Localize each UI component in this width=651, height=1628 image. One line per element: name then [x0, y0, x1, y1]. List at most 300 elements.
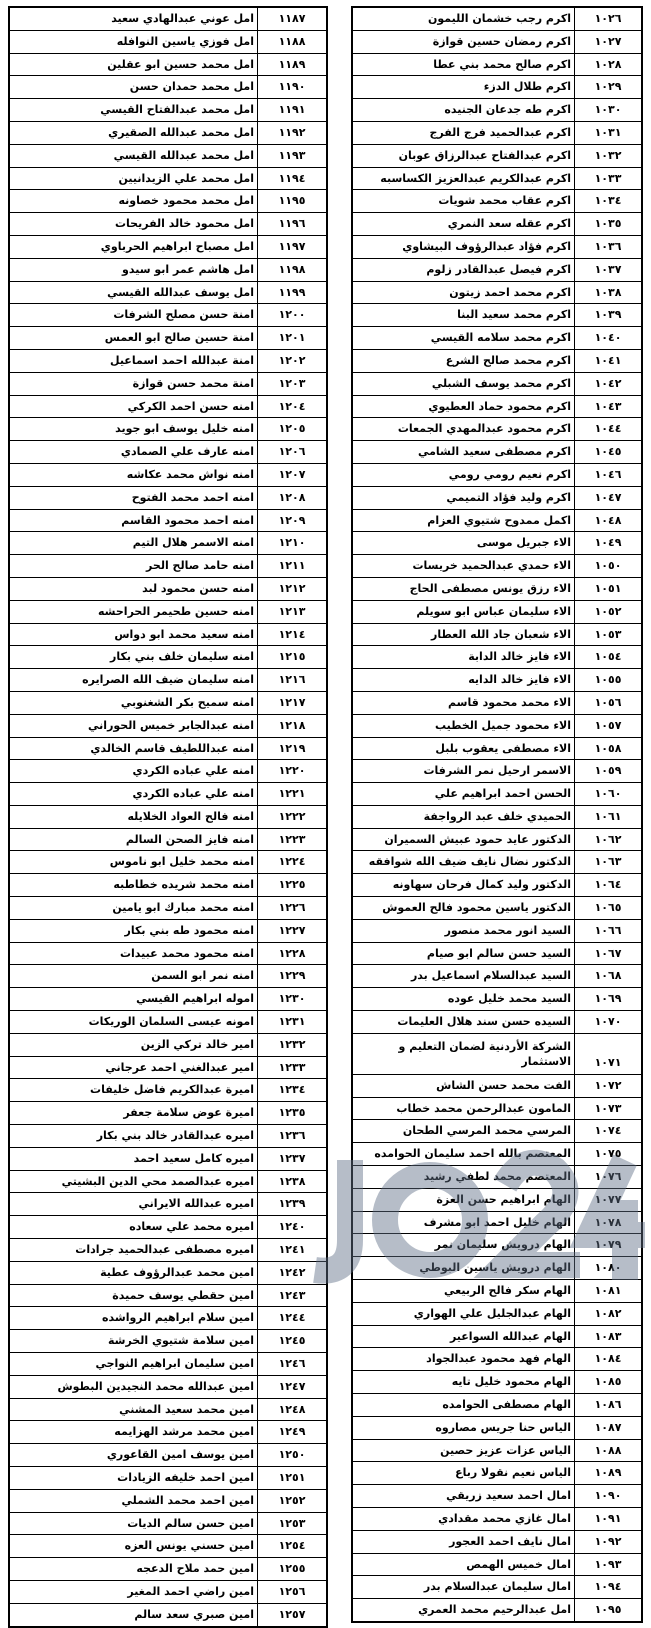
number-cell: ١٢١٦ — [258, 669, 328, 692]
right-row — [352, 1011, 642, 1034]
right-row — [352, 327, 642, 350]
name-cell: السيد عبدالسلام اسماعيل بدر — [352, 965, 575, 988]
name-cell: امين عبدالله محمد النجيدين البطوش — [9, 1375, 258, 1398]
name-cell: اميرة عوض سلامة جعفر — [9, 1102, 258, 1125]
left-row — [9, 1147, 327, 1170]
name-cell: السيد انور محمد منصور — [352, 919, 575, 942]
name-cell: امنه نمر ابو السمن — [9, 965, 258, 988]
name-cell: امل محمد علي الزيدانيين — [9, 167, 258, 190]
name-cell: اميره عبدالصمد محي الدين البشيتي — [9, 1170, 258, 1193]
number-cell: ١٢١١ — [258, 555, 328, 578]
right-row — [352, 304, 642, 327]
names-table-left — [8, 6, 328, 1628]
right-row — [352, 167, 642, 190]
left-row — [9, 805, 327, 828]
number-cell: ١٠٣١ — [575, 121, 643, 144]
name-cell: اكرم محمود عبدالمهدي الجمعات — [352, 418, 575, 441]
number-cell: ١٢٢٦ — [258, 897, 328, 920]
right-row — [352, 851, 642, 874]
right-row — [352, 30, 642, 53]
number-cell: ١٢٥٢ — [258, 1489, 328, 1512]
name-cell: اميره عبدالله الايراني — [9, 1193, 258, 1216]
right-row — [352, 1302, 642, 1325]
right-row — [352, 1416, 642, 1439]
number-cell: ١٢٢٤ — [258, 851, 328, 874]
name-cell: امنه نواش محمد عكاشه — [9, 463, 258, 486]
right-row — [352, 372, 642, 395]
right-row — [352, 258, 642, 281]
left-row — [9, 235, 327, 258]
number-cell: ١٠٧٣ — [575, 1097, 643, 1120]
name-cell: امين احمد محمد الشملي — [9, 1489, 258, 1512]
name-cell: الاء شعبان جاد الله العطار — [352, 623, 575, 646]
name-cell: الحميدي خلف عبد الرواجفة — [352, 805, 575, 828]
number-cell: ١٢٢١ — [258, 783, 328, 806]
name-cell: امل محمد محمود خصاونه — [9, 190, 258, 213]
name-cell: الهام سكر فالح الربيعي — [352, 1280, 575, 1303]
number-cell: ١١٩٥ — [258, 190, 328, 213]
left-row — [9, 965, 327, 988]
name-cell: اميره عبدالقادر خالد بني بكار — [9, 1125, 258, 1148]
number-cell: ١٢٢٥ — [258, 874, 328, 897]
name-cell: الحسن احمد ابراهيم علي — [352, 783, 575, 806]
number-cell: ١٢٢٧ — [258, 919, 328, 942]
number-cell: ١٢٠٠ — [258, 304, 328, 327]
number-cell: ١٠٢٦ — [575, 7, 643, 30]
name-cell: اكرم نعيم رومي رومي — [352, 463, 575, 486]
left-row — [9, 737, 327, 760]
left-row — [9, 1353, 327, 1376]
number-cell: ١٠٨٧ — [575, 1416, 643, 1439]
number-cell: ١٠٧٦ — [575, 1166, 643, 1189]
name-cell: الدكتور نضال نايف ضيف الله شوافقه — [352, 851, 575, 874]
number-cell: ١٠٧٠ — [575, 1011, 643, 1034]
name-cell: الياس عزات عزيز حصين — [352, 1439, 575, 1462]
number-cell: ١١٩٢ — [258, 121, 328, 144]
name-cell: امنه حسن احمد الكركي — [9, 395, 258, 418]
name-cell: امنه علي عباده الكردي — [9, 783, 258, 806]
name-cell: امل فوزي ياسين النوافله — [9, 30, 258, 53]
name-cell: اكرم صالح محمد بني عطا — [352, 53, 575, 76]
name-cell: امنه حسين طحيمر الحراحشه — [9, 600, 258, 623]
name-cell: الهام درويش ياسين البوطي — [352, 1257, 575, 1280]
right-row — [352, 919, 642, 942]
name-cell: امير خالد تركي الزين — [9, 1033, 258, 1056]
number-cell: ١٠٤٤ — [575, 418, 643, 441]
name-cell: الياس نعيم نقولا رباع — [352, 1462, 575, 1485]
right-row — [352, 1508, 642, 1531]
left-row — [9, 486, 327, 509]
name-cell: امين صبري سعد سالم — [9, 1603, 258, 1626]
number-cell: ١٢٥٦ — [258, 1580, 328, 1603]
number-cell: ١٢٤٦ — [258, 1353, 328, 1376]
name-cell: السيده حسن سند هلال العليمات — [352, 1011, 575, 1034]
right-row — [352, 441, 642, 464]
number-cell: ١٠٩١ — [575, 1508, 643, 1531]
right-row — [352, 281, 642, 304]
number-cell: ١٠٥٨ — [575, 737, 643, 760]
name-cell: اكرم عبدالفتاح عبدالرزاق عوبان — [352, 144, 575, 167]
number-cell: ١١٩٣ — [258, 144, 328, 167]
name-cell: اكرم رمضان حسين قوازة — [352, 30, 575, 53]
name-cell: امين محمد مرشد الهزايمه — [9, 1421, 258, 1444]
name-cell: امنة حسين صالح ابو العمس — [9, 327, 258, 350]
name-cell: امل مصباح ابراهيم الحرباوي — [9, 235, 258, 258]
name-cell: اموله ابراهيم القيسي — [9, 988, 258, 1011]
name-cell: امنه حسن محمود لبد — [9, 577, 258, 600]
name-cell: امنه فالح العواد الخلايله — [9, 805, 258, 828]
number-cell: ١٢١٩ — [258, 737, 328, 760]
left-row — [9, 828, 327, 851]
left-row — [9, 1512, 327, 1535]
number-cell: ١١٩٨ — [258, 258, 328, 281]
name-cell: امل يوسف عبدالله القيسي — [9, 281, 258, 304]
left-row — [9, 144, 327, 167]
right-row — [352, 1371, 642, 1394]
name-cell: الاء فايز خالد الدابة — [352, 646, 575, 669]
number-cell: ١٢٠٣ — [258, 372, 328, 395]
number-cell: ١٠٥٤ — [575, 646, 643, 669]
name-cell: امنة عبدالله احمد اسماعيل — [9, 349, 258, 372]
name-cell: الياس حنا جريس مصاروه — [352, 1416, 575, 1439]
name-cell: اميره مصطفى عبدالحميد جرادات — [9, 1239, 258, 1262]
number-cell: ١٢٣٨ — [258, 1170, 328, 1193]
left-row — [9, 53, 327, 76]
number-cell: ١٠٥٥ — [575, 669, 643, 692]
name-cell: الاء فايز خالد الدايه — [352, 669, 575, 692]
number-cell: ١٠٨١ — [575, 1280, 643, 1303]
left-row — [9, 1102, 327, 1125]
right-row — [352, 555, 642, 578]
right-row — [352, 1394, 642, 1417]
number-cell: ١٢٤٩ — [258, 1421, 328, 1444]
right-row — [352, 760, 642, 783]
name-cell: الهام محمود خليل تايه — [352, 1371, 575, 1394]
name-cell: امال خميس الهمص — [352, 1553, 575, 1576]
left-row — [9, 691, 327, 714]
name-cell: امل هاشم عمر ابو سيدو — [9, 258, 258, 281]
name-cell: امين محمد عبدالرؤوف عطية — [9, 1261, 258, 1284]
number-cell: ١٠٥٧ — [575, 714, 643, 737]
name-cell: اكرم محمد سعيد البنا — [352, 304, 575, 327]
name-cell: اكرم مصطفى سعيد الشامي — [352, 441, 575, 464]
name-cell: الاء حمدي عبدالحميد خريسات — [352, 555, 575, 578]
number-cell: ١٢٠٢ — [258, 349, 328, 372]
number-cell: ١٢٥٠ — [258, 1444, 328, 1467]
number-cell: ١٠٣٩ — [575, 304, 643, 327]
left-row — [9, 441, 327, 464]
number-cell: ١١٩٧ — [258, 235, 328, 258]
number-cell: ١٢٣٤ — [258, 1079, 328, 1102]
left-row — [9, 600, 327, 623]
number-cell: ١٢٣٩ — [258, 1193, 328, 1216]
left-row — [9, 1558, 327, 1581]
left-row — [9, 1239, 327, 1262]
right-row — [352, 646, 642, 669]
left-row — [9, 76, 327, 99]
number-cell: ١٠٤٥ — [575, 441, 643, 464]
right-row — [352, 1280, 642, 1303]
number-cell: ١٠٦٤ — [575, 874, 643, 897]
name-cell: امل محمود خالد الفريحات — [9, 213, 258, 236]
right-row — [352, 1530, 642, 1553]
number-cell: ١٢٤٧ — [258, 1375, 328, 1398]
right-row — [352, 1074, 642, 1097]
name-cell: الدكتور عايد حمود عبيش السميران — [352, 828, 575, 851]
left-row — [9, 760, 327, 783]
name-cell: الاء رزق يونس مصطفى الحاج — [352, 577, 575, 600]
left-row — [9, 669, 327, 692]
left-row — [9, 1056, 327, 1079]
number-cell: ١٢٣٧ — [258, 1147, 328, 1170]
number-cell: ١٢٣٠ — [258, 988, 328, 1011]
name-cell: الهام خليل احمد ابو مشرف — [352, 1211, 575, 1234]
right-row — [352, 1166, 642, 1189]
number-cell: ١٢٢٣ — [258, 828, 328, 851]
number-cell: ١٢٣١ — [258, 1011, 328, 1034]
left-row — [9, 1580, 327, 1603]
name-cell: امين حسني يونس العزه — [9, 1535, 258, 1558]
number-cell: ١٠٧٨ — [575, 1211, 643, 1234]
number-cell: ١٠٧٢ — [575, 1074, 643, 1097]
number-cell: ١١٩٠ — [258, 76, 328, 99]
left-row — [9, 213, 327, 236]
left-row — [9, 304, 327, 327]
number-cell: ١٠٤١ — [575, 349, 643, 372]
number-cell: ١٢٢٨ — [258, 942, 328, 965]
name-cell: اكرم فؤاد عبدالرؤوف البيشاوي — [352, 235, 575, 258]
right-row — [352, 1257, 642, 1280]
number-cell: ١٠٨٥ — [575, 1371, 643, 1394]
name-cell: امنه محمود محمد عبيدات — [9, 942, 258, 965]
number-cell: ١٢٤٣ — [258, 1284, 328, 1307]
number-cell: ١٠٧٩ — [575, 1234, 643, 1257]
name-cell: المعتصم محمد لطفي رشيد — [352, 1166, 575, 1189]
left-row — [9, 1421, 327, 1444]
number-cell: ١٠٥٢ — [575, 600, 643, 623]
number-cell: ١٠٤٩ — [575, 532, 643, 555]
left-row — [9, 349, 327, 372]
name-cell: امنه عبداللطيف قاسم الخالدي — [9, 737, 258, 760]
right-row — [352, 418, 642, 441]
name-cell: الهام مصطفى الحوامده — [352, 1394, 575, 1417]
number-cell: ١٢٤٨ — [258, 1398, 328, 1421]
number-cell: ١١٨٨ — [258, 30, 328, 53]
right-row — [352, 1188, 642, 1211]
right-row — [352, 874, 642, 897]
number-cell: ١٠٨٣ — [575, 1325, 643, 1348]
name-cell: امنه عارف علي الصمادي — [9, 441, 258, 464]
left-row — [9, 1603, 327, 1626]
name-cell: امل محمد عبدالله الصقيري — [9, 121, 258, 144]
name-cell: امنه سميح بكر الشغنوبي — [9, 691, 258, 714]
left-row — [9, 555, 327, 578]
number-cell: ١٢٤١ — [258, 1239, 328, 1262]
right-row — [352, 988, 642, 1011]
name-cell: اميره محمد علي سعاده — [9, 1216, 258, 1239]
number-cell: ١٠٧٧ — [575, 1188, 643, 1211]
number-cell: ١٠٤٠ — [575, 327, 643, 350]
number-cell: ١٠٧٥ — [575, 1143, 643, 1166]
right-row — [352, 53, 642, 76]
number-cell: ١١٩٤ — [258, 167, 328, 190]
left-row — [9, 1535, 327, 1558]
right-row — [352, 76, 642, 99]
name-cell: السيد حسن سالم ابو صيام — [352, 942, 575, 965]
right-row — [352, 213, 642, 236]
number-cell: ١٢٥٧ — [258, 1603, 328, 1626]
number-cell: ١٢٢٩ — [258, 965, 328, 988]
right-row — [352, 1120, 642, 1143]
number-cell: ١٠٥٠ — [575, 555, 643, 578]
number-cell: ١٠٤٦ — [575, 463, 643, 486]
number-cell: ١١٩١ — [258, 99, 328, 122]
name-cell: اكرم وليد فؤاد التميمي — [352, 486, 575, 509]
right-row — [352, 1553, 642, 1576]
number-cell: ١٢٢٢ — [258, 805, 328, 828]
left-row — [9, 714, 327, 737]
right-row — [352, 190, 642, 213]
left-row — [9, 1330, 327, 1353]
left-row — [9, 1307, 327, 1330]
number-cell: ١٠٣٧ — [575, 258, 643, 281]
name-cell: امين حمد ملاح الدعجه — [9, 1558, 258, 1581]
number-cell: ١٠٥٦ — [575, 691, 643, 714]
name-cell: امير عبدالغني احمد عرجاني — [9, 1056, 258, 1079]
name-cell: امنه محمود طه بني بكار — [9, 919, 258, 942]
name-cell: اكرم طه جدعان الجنيده — [352, 99, 575, 122]
name-cell: امال احمد سعيد زريقي — [352, 1485, 575, 1508]
number-cell: ١٠٦١ — [575, 805, 643, 828]
left-row — [9, 646, 327, 669]
name-cell: امين احمد خليفه الزيادات — [9, 1467, 258, 1490]
name-cell: امال سليمان عبدالسلام بدر — [352, 1576, 575, 1599]
name-cell: اكرم محمد احمد زيتون — [352, 281, 575, 304]
left-row — [9, 874, 327, 897]
right-row — [352, 463, 642, 486]
right-row — [352, 144, 642, 167]
name-cell: الاء سليمان عباس ابو سويلم — [352, 600, 575, 623]
number-cell: ١١٩٩ — [258, 281, 328, 304]
name-cell: الهام ابراهيم حسن العزة — [352, 1188, 575, 1211]
number-cell: ١٠٦٠ — [575, 783, 643, 806]
number-cell: ١٠٦٥ — [575, 897, 643, 920]
name-cell: امنه محمد خليل ابو ناموس — [9, 851, 258, 874]
left-row — [9, 1193, 327, 1216]
name-cell: امين حسن سالم الديات — [9, 1512, 258, 1535]
right-row — [352, 942, 642, 965]
number-cell: ١٠٤٨ — [575, 509, 643, 532]
left-row — [9, 1216, 327, 1239]
left-row — [9, 623, 327, 646]
name-cell: امنه محمد مبارك ابو يامين — [9, 897, 258, 920]
left-row — [9, 1284, 327, 1307]
name-cell: امنه حامد صالح الحر — [9, 555, 258, 578]
number-cell: ١٢٤٤ — [258, 1307, 328, 1330]
name-cell: امل محمد عبدالفتاح القيسي — [9, 99, 258, 122]
right-row — [352, 99, 642, 122]
right-row — [352, 7, 642, 30]
number-cell: ١٠٩٣ — [575, 1553, 643, 1576]
name-cell: اكرم رجب خشمان الليمون — [352, 7, 575, 30]
name-cell: امنه سليمان ضيف الله الصرايره — [9, 669, 258, 692]
right-row — [352, 121, 642, 144]
number-cell: ١٢٠٦ — [258, 441, 328, 464]
number-cell: ١٢٥٥ — [258, 1558, 328, 1581]
number-cell: ١٢٠٨ — [258, 486, 328, 509]
name-cell: اكرم عقاب محمد شويات — [352, 190, 575, 213]
number-cell: ١٢٤٢ — [258, 1261, 328, 1284]
name-cell: اكرم عقله سعد النمري — [352, 213, 575, 236]
name-cell: امل عبدالرحيم محمد العمري — [352, 1599, 575, 1622]
number-cell: ١٠٨٠ — [575, 1257, 643, 1280]
name-cell: امل محمد عبدالله القيسي — [9, 144, 258, 167]
number-cell: ١٠٨٦ — [575, 1394, 643, 1417]
name-cell: امل محمد حسين ابو عقلين — [9, 53, 258, 76]
name-cell: امنه فايز الصحن السالم — [9, 828, 258, 851]
number-cell: ١٢١٠ — [258, 532, 328, 555]
right-row — [352, 805, 642, 828]
right-row — [352, 235, 642, 258]
name-cell: المعتصم بالله احمد سليمان الحوامده — [352, 1143, 575, 1166]
number-cell: ١٠٣٦ — [575, 235, 643, 258]
left-row — [9, 897, 327, 920]
name-cell: امنة محمد حسن قوازة — [9, 372, 258, 395]
number-cell: ١٢١٣ — [258, 600, 328, 623]
right-row — [352, 486, 642, 509]
number-cell: ١٢٥٣ — [258, 1512, 328, 1535]
left-row — [9, 1489, 327, 1512]
name-cell: امين حقطي يوسف حميدة — [9, 1284, 258, 1307]
number-cell: ١٢٠٩ — [258, 509, 328, 532]
name-cell: السيد محمد خليل عوده — [352, 988, 575, 1011]
right-row — [352, 577, 642, 600]
right-row — [352, 1211, 642, 1234]
name-cell: الاء مصطفى يعقوب بلبل — [352, 737, 575, 760]
left-row — [9, 1444, 327, 1467]
number-cell: ١٠٢٩ — [575, 76, 643, 99]
right-row — [352, 897, 642, 920]
name-cell: اكرم عبدالكريم عبدالعزيز الكساسبه — [352, 167, 575, 190]
left-row — [9, 190, 327, 213]
number-cell: ١٠٦٧ — [575, 942, 643, 965]
name-cell: امين سليمان ابراهيم النواجي — [9, 1353, 258, 1376]
number-cell: ١٠٢٨ — [575, 53, 643, 76]
number-cell: ١٠٩٠ — [575, 1485, 643, 1508]
left-row — [9, 7, 327, 30]
number-cell: ١٠٦٦ — [575, 919, 643, 942]
left-row — [9, 942, 327, 965]
number-cell: ١٢١٧ — [258, 691, 328, 714]
name-cell: الهام درويش سليمان نمر — [352, 1234, 575, 1257]
number-cell: ١٢٢٠ — [258, 760, 328, 783]
name-cell: الفت محمد حسن الشاش — [352, 1074, 575, 1097]
name-cell: الاء محمود جميل الخطيب — [352, 714, 575, 737]
number-cell: ١٢٤٥ — [258, 1330, 328, 1353]
right-row — [352, 1599, 642, 1622]
name-cell: امين سلامة شتيوي الخرشة — [9, 1330, 258, 1353]
number-cell: ١٢١٥ — [258, 646, 328, 669]
number-cell: ١٢١٢ — [258, 577, 328, 600]
left-row — [9, 258, 327, 281]
number-cell: ١٢١٤ — [258, 623, 328, 646]
right-row — [352, 714, 642, 737]
number-cell: ١٠٨٩ — [575, 1462, 643, 1485]
name-cell: اميره كامل سعيد احمد — [9, 1147, 258, 1170]
right-row — [352, 349, 642, 372]
number-cell: ١٠٥٣ — [575, 623, 643, 646]
name-cell: امال نايف احمد العجور — [352, 1530, 575, 1553]
